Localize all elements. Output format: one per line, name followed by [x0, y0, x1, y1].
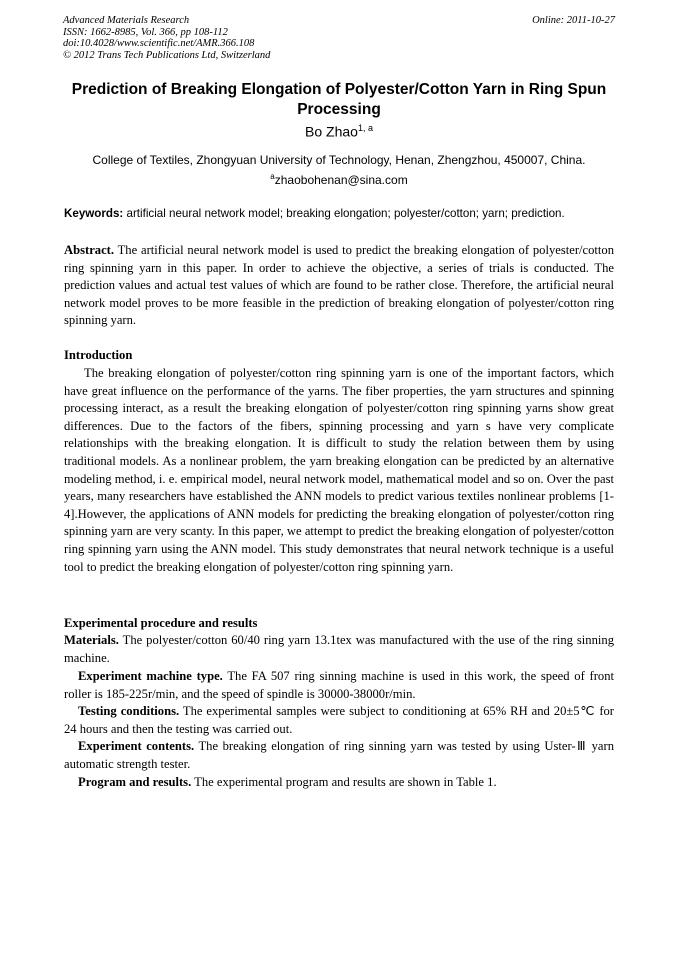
email-superscript: a: [270, 172, 275, 181]
experiment-contents-text: The breaking elongation of ring sinning yarn was tested by using Uster-Ⅲ yarn automatic strength tester.: [64, 739, 614, 771]
testing-conditions-text: The experimental samples were subject to conditioning at 65% RH and 20±5℃ for 24 hours and then the testing was carried out.: [64, 704, 614, 736]
issn-line: ISSN: 1662-8985, Vol. 366, pp 108-112: [63, 26, 228, 38]
affiliation: College of Textiles, Zhongyuan University of Technology, Henan, Zhengzhou, 450007, China.: [92, 153, 586, 167]
abstract-text: The artificial neural network model is used to predict the breaking elongation of polyester/cotton ring spinning yarn in this paper. In order to achieve the objective, a series of trials is conducted. The prediction values and actual test values of which are found to be rather close. Therefore, the artificial neural network model proves to be more feasible in the prediction of breaking elongation of polyester/cotton ring spinning yarn.: [64, 243, 614, 328]
introduction-heading: Introduction: [64, 348, 133, 362]
doi-line: doi:10.4028/www.scientific.net/AMR.366.108: [63, 38, 255, 49]
keywords-label: Keywords:: [64, 207, 124, 220]
copyright-line: © 2012 Trans Tech Publications Ltd, Switzerland: [63, 49, 271, 61]
program-results-text: The experimental program and results are shown in Table 1.: [191, 775, 497, 789]
abstract-label: Abstract.: [64, 243, 115, 257]
program-results-paragraph: [64, 774, 614, 792]
program-results-label: Program and results.: [78, 775, 192, 789]
materials-paragraph: [64, 632, 614, 667]
abstract: [64, 242, 614, 330]
keywords-text: artificial neural network model; breaking elongation; polyester/cotton; yarn; prediction.: [123, 207, 565, 220]
email-address: zhaobohenan@sina.com: [274, 173, 408, 187]
keywords: [64, 207, 616, 220]
author-name: Bo Zhao: [305, 123, 358, 140]
paper-title: Prediction of Breaking Elongation of Polyester/Cotton Yarn in Ring Spun Processing: [71, 81, 607, 118]
author-superscript: 1, a: [357, 123, 373, 133]
testing-conditions-paragraph: [64, 703, 614, 738]
machine-type-label: Experiment machine type.: [78, 669, 223, 683]
online-date: Online: 2011-10-27: [532, 15, 615, 26]
experimental-heading: Experimental procedure and results: [64, 616, 258, 630]
introduction-paragraph: The breaking elongation of polyester/cotton ring spinning yarn is one of the important factors, which have great influence on the performance of the yarns. The fiber properties, the yarn structures and spinning processing interact, as a result the breaking elongation of polyester/cotton ring spinning yarns show great differences. Due to the factors of the fibers, spinning processing and yarn s have very complicate relationships with the breaking elongation. It is difficult to study the relation between them by using traditional models. As a nonlinear problem, the yarn breaking elongation can be predicted by an alternative modeling method, i. e. empirical model, neural network model, mathematical model and so on. Over the past years, many researchers have established the ANN models to predict various textiles nonlinear problems [1-4].However, the applications of ANN models for predicting the breaking elongation of polyester/cotton ring spinning yarn are very scanty. In this paper, we attempt to predict the breaking elongation of polyester/cotton ring spinning yarn using the ANN model. This study demonstrates that neural network technique is a useful tool to predict the breaking elongation of polyester/cotton ring spinning yarn.: [64, 366, 614, 574]
author-email: [0, 168, 678, 189]
materials-label: Materials.: [64, 633, 119, 647]
materials-text: The polyester/cotton 60/40 ring yarn 13.1tex was manufactured with the use of the ring sinning machine.: [64, 633, 614, 665]
testing-conditions-label: Testing conditions.: [78, 704, 180, 718]
machine-type-paragraph: [64, 668, 614, 703]
journal-name: Advanced Materials Research: [63, 15, 190, 26]
experiment-contents-label: Experiment contents.: [78, 739, 195, 753]
experiment-contents-paragraph: [64, 738, 614, 773]
author-line: [0, 123, 678, 140]
machine-type-text: The FA 507 ring sinning machine is used in this work, the speed of front roller is 185-225r/min, and the speed of spindle is 30000-38000r/min.: [64, 669, 614, 701]
journal-header: [63, 15, 615, 61]
